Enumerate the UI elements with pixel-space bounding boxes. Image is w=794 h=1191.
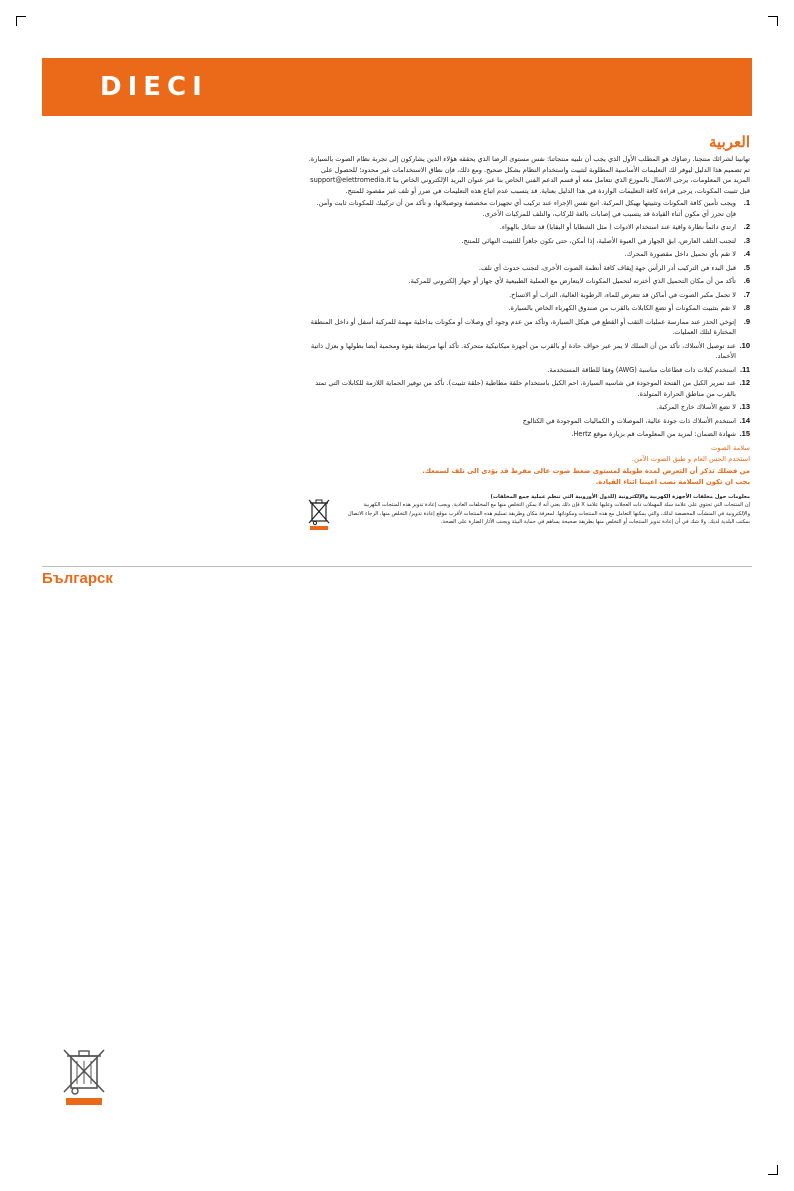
item-number: 1. <box>743 198 750 207</box>
list-item <box>305 198 750 219</box>
list-item <box>305 290 750 301</box>
crop-mark-bottom-right <box>768 1165 778 1175</box>
list-item <box>305 303 750 314</box>
list-item <box>305 222 750 233</box>
list-item <box>305 341 750 362</box>
item-text: شهادة الضمان: لمزيد من المعلومات قم بزيارة موقع Hertz. <box>571 430 736 438</box>
item-number: 7. <box>743 289 750 299</box>
instructions-list <box>305 198 750 440</box>
item-text: عند توصيل الأسلاك، تأكد من أن السلك لا يمر عبر حواف حادة أو بالقرب من أجهزة ميكانيكية متحركة. تأكد أنها مرتبطة بقوة ومحمية أيضا بطولها و بعزل ذاتية الأخماد. <box>310 341 736 360</box>
item-text: ارتدي دائماً نظارة واقية عند استخدام الادوات ( مثل الشظايا أو البقايا) قد تتناثل بالهواء. <box>499 223 736 231</box>
item-number: 8. <box>743 303 750 312</box>
crop-mark-top-right <box>768 16 778 26</box>
arabic-section <box>305 133 750 527</box>
item-number: 4. <box>743 249 750 258</box>
safety-line: يجب ان تكون السلامة نصب اعيننا اثناء القيادة. <box>595 478 750 486</box>
list-item <box>305 429 750 440</box>
item-text: ويجب تأمين كافة المكونات وتثبيتها بهيكل المركبة. اتبع نفس الإجراء عند تركيب أي تجهيزات مخصصة وتوصيلاتها، و تأكد من أن تركيبك للمكونات ثابت وآمن. فإن تحرر أي مكون أثناء القيادة قد يتسبب في إصابات بالغة للركاب، والتلف للمركبات الأخرى. <box>316 199 736 218</box>
list-item <box>305 365 750 376</box>
list-item <box>305 276 750 287</box>
list-item <box>305 236 750 247</box>
item-number: 10. <box>739 340 750 350</box>
item-text: لا تقم بتثبيت المكونات أو تضع الكابلات بالقرب من صندوق الكهرباء الخاص بالسيارة. <box>508 304 736 312</box>
item-number: 3. <box>743 235 750 245</box>
safety-heading: سلامة الصوت <box>711 443 750 452</box>
safety-line: من فضلك تذكر أن التعرض لمدة طويلة لمستوى ضغط صوت عالى مفرط قد يؤدى الى تلف لسمعك. <box>422 466 750 475</box>
item-number: 14. <box>739 415 750 425</box>
crossed-bin-icon <box>60 1046 108 1106</box>
list-item <box>305 317 750 338</box>
item-number: 9. <box>743 316 750 326</box>
list-item <box>305 249 750 260</box>
item-text: استخدم الأسلاك ذات جودة عالية، الموصلات و الكماليات الموجودة في الكتالوج <box>522 416 736 425</box>
item-number: 11. <box>739 364 750 374</box>
item-number: 6. <box>743 276 750 285</box>
item-number: 15. <box>739 429 750 438</box>
item-number: 2. <box>743 222 750 231</box>
weee-heading: معلومات حول مخلفات الأجهزة الكهربية والإلكترونية (للدول الأوروبية التي تنظم عملية جمع المخلفات) <box>490 493 750 500</box>
item-text: عند تمرير الكبل من الفتحة الموجودة في شاسيه السيارة، احم الكبل باستخدام حلقة مطاطية (حلقة تثبيت). تأكد من توفير الحماية اللازمة للكابلات التي تمتد بالقرب من مناطق الحرارة المتولدة. <box>315 379 736 398</box>
item-text: لا تحمل مكبر الصوت في أماكن قد تتعرض للماء، الرطوبة العالية، التراب أو الاتساخ. <box>509 290 736 299</box>
item-number: 5. <box>743 262 750 272</box>
section-divider <box>42 566 752 567</box>
safety-line: استخدم الحس العام و طبق الصوت الآمن. <box>631 455 750 463</box>
intro-paragraph: تم تصميم هذا الدليل ليوفر لك التعليمات الأساسية المطلوبة لتثبيت واستخدام النظام بشكل صحيح. ومع ذلك، فإن نطاق الاستخدامات غير محدود؛ للحصول على <box>321 165 750 174</box>
crop-mark-top-left <box>16 16 26 26</box>
item-text: تأكد من أن مكان التحميل الذي أخترته لتحميل المكونات لايتعارض مع العملية الطبيعية لأي جهاز أو جهاز إلكتروني للمركبة. <box>408 277 736 285</box>
sound-safety-block <box>305 443 750 489</box>
crossed-bin-icon <box>307 497 331 531</box>
weee-text: إن المنتجات التي تحتوي على علامة سلة المهملات ذات العجلات وعليها علامة X فإن ذلك يعني أنه لا يمكن التخلص منها مع المخلفات العادية. ويجب إعادة تدوير هذه المنتجات الكهربية والإلكترونية في المنشآت المخصصة لذلك، والتي يمكنها التعامل مع هذه المنتجات ومكوناتها. لمعرفة مكان وطريقة تسليم هذه المنتجات لأقرب موقع إعادة تدوير/ التخلص منها، الرجاء الاتصال بمكتب البلدية لديك. ولا شك في أن إعادة تدوير المنتجات أو التخلص منها بطريقة صحيحة يساهم في حماية البيئة ويجنب الآثار الضارة على الصحة. <box>347 502 750 525</box>
header-banner <box>42 58 752 116</box>
item-text: استخدم كبلات ذات قطاعات مناسبة (AWG) وفقا للطاقة المستخدمة. <box>547 365 736 374</box>
item-text: لا تقم بأي تحميل داخل مقصورة المحرك. <box>624 250 736 258</box>
item-number: 13. <box>739 402 750 411</box>
list-item <box>305 263 750 274</box>
weee-notice <box>305 493 750 527</box>
list-item <box>305 378 750 399</box>
intro-paragraph: تهانينا لشرائك منتجنا. رضاؤك هو المطلب الأول الذي يجب أن تلبيه منتجاتنا: نفس مستوى الرضا الذي يحققه هؤلاء الذين يشاركون إلى تجربة نظام الصوت بالسيارة. <box>308 155 750 163</box>
intro-paragraph: قبل تثبيت المكونات، يرجى قراءة كافة التعليمات الواردة في هذا الدليل بعناية. قد يتسبب عدم اتباع هذه التعليمات في ضرر أو تلف غير مقصود للمنتج. <box>345 186 750 195</box>
section-title-bulgarian: Българск <box>42 570 113 587</box>
section-title: العربية <box>709 134 750 151</box>
item-text: قبل البدء في التركيب أدر الرأس جهة إيقاف كافة أنظمة الصوت الأخرى، لتجنب حدوث أي تلف. <box>478 263 736 272</box>
item-text: إتوخي الحذر عند ممارسة عمليات الثقب أو القطع في هيكل السيارة، وتأكد من عدم وجود أي وصلات أو مكونات بداخلية مهمة للمركبة أسفل أو داخل المنطقة المختارة لتلك العمليات. <box>310 317 736 336</box>
item-text: لا تضع الأسلاك خارج المركبة. <box>656 403 736 411</box>
list-item <box>305 416 750 427</box>
item-number: 12. <box>739 378 750 387</box>
intro-paragraph: المزيد من المعلومات، يرجى الاتصال بالموزع الذي تتعامل معه أو قسم الدعم الفني الخاص بنا عبر عنوان البريد الإلكتروني الخاص بنا support@elettromedia.it <box>310 176 750 184</box>
brand-logo: DIECI <box>100 72 208 102</box>
list-item <box>305 402 750 413</box>
item-text: لتجنب التلف العارض، ابق الجهاز في العبوة الأصلية، إذا أمكن، حتى تكون جاهزاً للتثبيت النهائي للمنتج. <box>461 236 736 245</box>
